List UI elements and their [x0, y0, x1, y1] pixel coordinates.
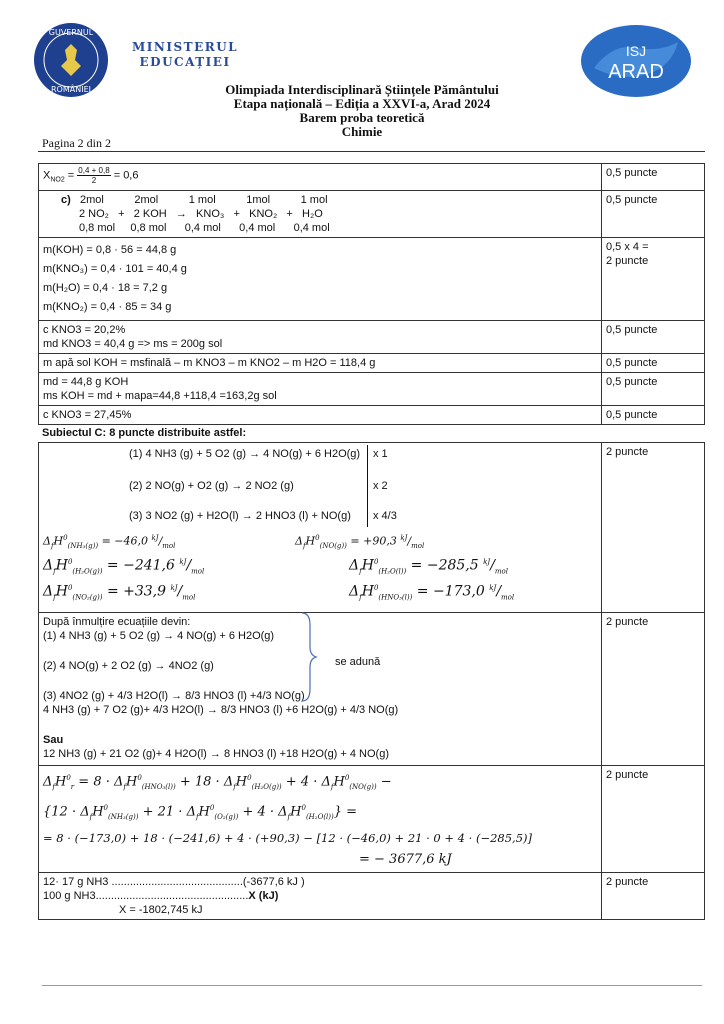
unit-kj: kJ [483, 558, 491, 566]
sau-label: Sau [43, 734, 64, 746]
table-part-b [38, 163, 705, 425]
logo-text-top: ISJ [625, 43, 647, 59]
table-row [39, 613, 705, 766]
ministry-line2: EDUCAȚIEI [139, 55, 231, 69]
dh-h2og-value: = −241,6 [106, 557, 175, 574]
unit-mol: mol [501, 593, 515, 602]
unit-kj: kJ [489, 584, 497, 592]
points: 0,5 puncte [602, 190, 705, 237]
title-barem: Barem proba teoretică [299, 110, 425, 125]
title-olympiad: Olimpiada Interdisciplinară Științele Pământului [225, 82, 499, 97]
multiplier-1: x 1 [373, 448, 388, 460]
points-line1: 0,5 x 4 = [606, 240, 649, 253]
unit-kj: kJ [179, 558, 187, 566]
calc-line1: $\Delta_fH^0_r = 8 \cdot \Delta_fH^0_{(HNO_3(l))} + 18 \cdot \Delta_fH^0_{(H_2O(g))} + 4 \cdot \Delta_fH^0_{(NO(g))}$ − [43, 774, 392, 791]
dh-h2og: $\Delta_fH^0_{(H_2O(g))} = -241,6$ $^{kJ}/_{mol}$ [43, 557, 205, 576]
xno2-label: X [43, 169, 51, 182]
table-row [39, 405, 705, 424]
row-concentration [39, 320, 602, 353]
brace-icon [299, 611, 319, 703]
seal-text-top: GUVERNUL [48, 28, 94, 37]
proportion-line2 [43, 889, 597, 903]
multiplier-divider [367, 445, 368, 527]
points: 2 puncte [602, 872, 705, 919]
table-row [39, 872, 705, 919]
mass-h2o: m(H₂O) = 0,4 · 18 = 7,2 g [43, 281, 168, 294]
xno2-den: 2 [91, 176, 97, 185]
mass-kno2: m(KNO₂) = 0,4 · 85 = 34 g [43, 300, 172, 313]
row-xno2: $X_{NO2}$ = $\frac{0,4 + 0,8}{2}$ = 0,6 [39, 164, 602, 191]
unit-kj: kJ [400, 534, 408, 542]
table-row [39, 372, 705, 405]
c-label: c) [61, 193, 71, 206]
title-stage: Etapa națională – Ediția a XXVI-a, Arad 2024 [233, 96, 491, 111]
after-eq2: (2) 4 NO(g) + 2 O2 (g) → 4NO2 (g) [43, 660, 214, 672]
table-row [39, 164, 705, 191]
xno2-result: = 0,6 [110, 169, 139, 182]
points: 2 puncte [602, 613, 705, 766]
logo-text-bottom: ARAD [608, 61, 664, 83]
table-row [39, 443, 705, 613]
points: 0,5 puncte [602, 164, 705, 191]
seal-text-bottom: ROMÂNIEI [51, 85, 91, 94]
c-moles-bottom: 0,8 mol 0,8 mol 0,4 mol 0,4 mol 0,4 mol [79, 221, 330, 234]
calc-line2: $\{12 \cdot \Delta_fH^0_{(NH_3(g))} + 21 \cdot \Delta_fH^0_{(O_2(g))} + 4 \cdot \Delta_fH^0_{(H_2O(l))}\}$ = [43, 803, 358, 821]
dh-hno3: $\Delta_fH^0_{(HNO_3(l))} = -173,0$ $^{kJ}/_{mol}$ [349, 583, 515, 602]
c-moles-top [61, 193, 597, 207]
points: 0,5 puncte [602, 372, 705, 405]
xno2-sub: NO2 [50, 176, 65, 184]
page-number: Pagina 2 din 2 [42, 136, 111, 150]
equation-1: (1) 4 NH3 (g) + 5 O2 (g) → 4 NO(g) + 6 H2O(g) [129, 448, 361, 460]
row-reaction-enthalpy [39, 766, 602, 873]
combined-block [43, 615, 597, 763]
points-line2: 2 puncte [606, 254, 649, 267]
sau-equation: 12 NH3 (g) + 21 O2 (g)+ 4 H2O(l) → 8 HNO3 (l) +18 H2O(g) + 4 NO(g) [43, 748, 390, 760]
row-water-mass: m apă sol KOH = msfinală – m KNO3 – m KNO2 – m H2O = 118,4 g [39, 353, 602, 372]
xno2-fraction [77, 166, 110, 185]
footer-divider [42, 985, 702, 986]
table-row [39, 320, 705, 353]
points [602, 237, 705, 320]
row-reaction-c [39, 190, 602, 237]
table-row [39, 190, 705, 237]
points: 0,5 puncte [602, 320, 705, 353]
row-equations-enthalpies [39, 443, 602, 613]
ms-koh: ms KOH = md + mapa=44,8 +118,4 =163,2g sol [43, 389, 277, 402]
dh-h2ol-value: = −285,5 [410, 557, 479, 574]
row-masses [39, 237, 602, 320]
equation-2: (2) 2 NO(g) + O2 (g) → 2 NO2 (g) [129, 480, 294, 492]
equations-block [43, 445, 597, 525]
dh-no-value: = +90,3 [350, 534, 397, 548]
points: 2 puncte [602, 443, 705, 613]
mass-kno3: m(KNO₃) = 0,4 · 101 = 40,4 g [43, 262, 187, 275]
after-title: După înmulțire ecuațiile devin: [43, 616, 191, 628]
table-row [39, 353, 705, 372]
dh-no: $\Delta_fH^0_{(NO(g))} = +90,3$ $^{kJ}/_{mol}$ [295, 534, 425, 550]
proportion-result: X = -1802,745 kJ [119, 903, 203, 916]
unit-mol: mol [191, 567, 205, 576]
title-subject: Chimie [341, 124, 383, 139]
dh-nh3-value: = −46,0 [101, 534, 148, 548]
unit-mol: mol [411, 541, 425, 550]
calc-line3: = 8 · (−173,0) + 18 · (−241,6) + 4 · (+90,3) − [12 · (−46,0) + 21 · 0 + 4 · (−285,5)] [43, 830, 532, 845]
unit-kj: kJ [170, 584, 178, 592]
md-koh: md = 44,8 g KOH [43, 375, 129, 388]
c-moles-top-text: 2mol 2mol 1 mol 1mol 1 mol [79, 193, 328, 206]
table-row [39, 237, 705, 320]
after-eq3: (3) 4NO2 (g) + 4/3 H2O(l) → 8/3 HNO3 (l) +4/3 NO(g) [43, 690, 305, 702]
unit-mol: mol [182, 593, 196, 602]
points: 0,5 puncte [602, 353, 705, 372]
unit-mol: mol [494, 567, 508, 576]
calc-line4: = − 3677,6 kJ [359, 851, 452, 867]
dh-hno3-value: = −173,0 [416, 583, 485, 600]
multiplier-3: x 4/3 [373, 510, 397, 522]
row-combined-equations [39, 613, 602, 766]
table-row [39, 766, 705, 873]
conc-kno3: c KNO3 = 20,2% [43, 323, 126, 336]
dh-nh3: $\Delta_fH^0_{(NH_3(g))} = -46,0$ $^{kJ}/_{mol}$ [43, 534, 176, 550]
xno2-num: 0,4 + 0,8 [78, 166, 110, 175]
unit-kj: kJ [151, 534, 159, 542]
points: 0,5 puncte [602, 405, 705, 424]
row-final-conc: c KNO3 = 27,45% [39, 405, 602, 424]
ministry-line1: MINISTERUL [132, 40, 239, 54]
after-sum: 4 NH3 (g) + 7 O2 (g)+ 4/3 H2O(l) → 8/3 HNO3 (l) +6 H2O(g) + 4/3 NO(g) [43, 704, 399, 716]
mass-solution: md KNO3 = 40,4 g => ms = 200g sol [43, 337, 223, 350]
after-eq1: (1) 4 NH3 (g) + 5 O2 (g) → 4 NO(g) + 6 H2O(g) [43, 630, 275, 642]
proportion-x: X (kJ) [248, 889, 279, 902]
header-divider [38, 151, 705, 152]
dh-h2ol: $\Delta_fH^0_{(H_2O(l))} = -285,5$ $^{kJ}/_{mol}$ [349, 557, 508, 576]
proportion-line1: 12· 17 g NH3 ...........................................(-3677,6 kJ ) [43, 875, 305, 888]
row-koh-solution [39, 372, 602, 405]
subject-c-heading: Subiectul C: 8 puncte distribuite astfel: [42, 427, 247, 439]
unit-mol: mol [162, 541, 176, 550]
table-subject-c [38, 442, 705, 920]
proportion-line2-text: 100 g NH3.................................................. [43, 889, 249, 902]
dh-no2-value: = +33,9 [106, 583, 167, 600]
equation-3: (3) 3 NO2 (g) + H2O(l) → 2 HNO3 (l) + NO(g) [129, 510, 351, 522]
enthalpy-block [43, 525, 597, 605]
mass-koh: m(KOH) = 0,8 · 56 = 44,8 g [43, 243, 177, 256]
multiplier-2: x 2 [373, 480, 388, 492]
c-equation: 2 NO₂ + 2 KOH → KNO₃ + KNO₂ + H₂O [79, 207, 323, 220]
ministry-name [132, 40, 238, 70]
se-aduna: se adună [335, 656, 381, 668]
row-proportion [39, 872, 602, 919]
points: 2 puncte [602, 766, 705, 873]
dh-no2: $\Delta_fH^0_{(NO_2(g))} = +33,9$ $^{kJ}/_{mol}$ [43, 583, 196, 602]
